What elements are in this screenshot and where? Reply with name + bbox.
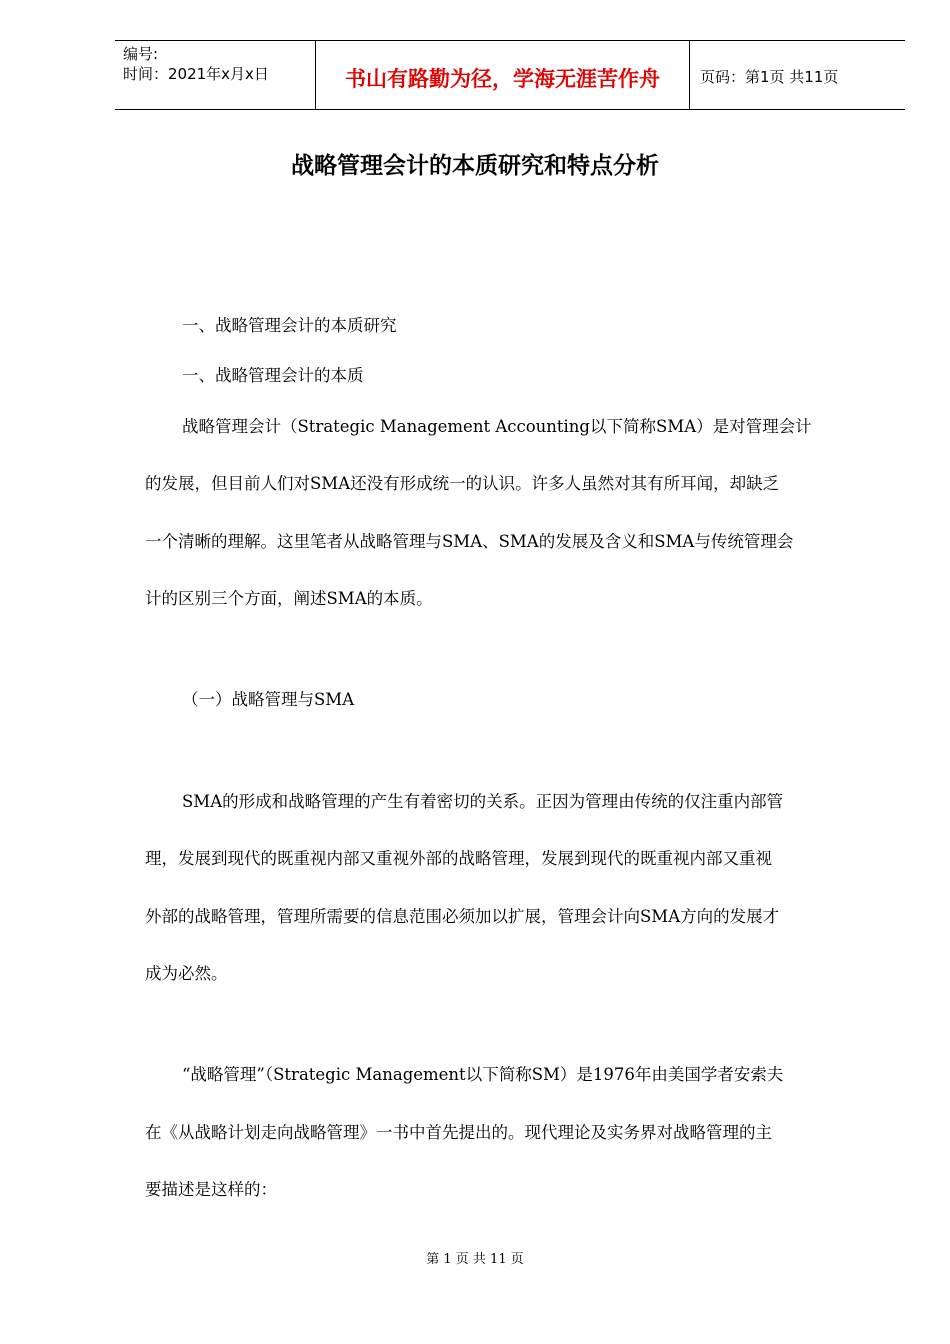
document-title: 战略管理会计的本质研究和特点分析 — [291, 153, 659, 179]
paragraph-2-line: 成为必然。 — [145, 964, 228, 983]
serial-label: 编号: — [123, 45, 159, 63]
paragraph-3-line: “战略管理”（Strategic Management以下简称SM）是1976年由美国学者安索夫 — [182, 1065, 784, 1084]
paragraph-2-line: SMA的形成和战略管理的产生有着密切的关系。正因为管理由传统的仅注重内部管 — [182, 792, 784, 811]
paragraph-1-line: 战略管理会计（Strategic Management Accounting以下简称SMA）是对管理会计 — [182, 417, 812, 436]
paragraph-1-line: 计的区别三个方面，阐述SMA的本质。 — [145, 589, 433, 608]
page-footer: 第 1 页 共 11 页 — [426, 1252, 524, 1267]
paragraph-1-line: 一个清晰的理解。这里笔者从战略管理与SMA、SMA的发展及含义和SMA与传统管理会 — [145, 532, 794, 551]
paragraph-2-line: 外部的战略管理，管理所需要的信息范围必须加以扩展，管理会计向SMA方向的发展才 — [145, 907, 780, 926]
paragraph-1-line: 的发展，但目前人们对SMA还没有形成统一的认识。许多人虽然对其有所耳闻，却缺乏 — [145, 474, 780, 493]
header-page-cell — [690, 41, 905, 109]
page-info: 页码：第1页 共11页 — [700, 68, 839, 86]
paragraph-2-line: 理，发展到现代的既重视内部又重视外部的战略管理，发展到现代的既重视内部又重视 — [145, 849, 772, 868]
header-motto-cell — [316, 41, 690, 109]
heading-2: 一、战略管理会计的本质 — [182, 366, 364, 385]
header-table — [115, 40, 905, 110]
paragraph-3-line: 要描述是这样的： — [145, 1180, 277, 1199]
motto: 书山有路勤为径，学海无涯苦作舟 — [345, 67, 660, 91]
time-label: 时间：2021年x月x日 — [123, 65, 269, 83]
heading-1: 一、战略管理会计的本质研究 — [182, 316, 397, 335]
heading-3: （一）战略管理与SMA — [182, 690, 355, 709]
header-meta-cell — [115, 41, 316, 109]
paragraph-3-line: 在《从战略计划走向战略管理》一书中首先提出的。现代理论及实务界对战略管理的主 — [145, 1123, 772, 1142]
